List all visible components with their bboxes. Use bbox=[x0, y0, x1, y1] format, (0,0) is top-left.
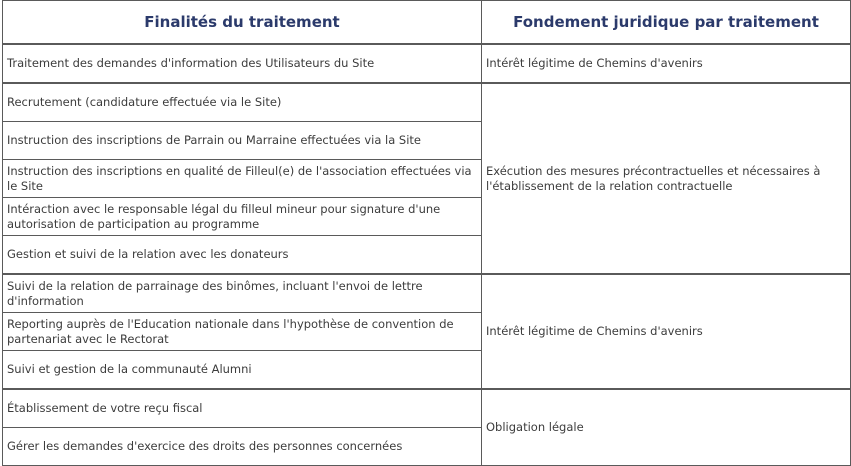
purpose-cell: Gérer les demandes d'exercice des droits des personnes concernées bbox=[3, 428, 482, 466]
legal-basis-cell: Intérêt légitime de Chemins d'avenirs bbox=[482, 274, 851, 389]
table-row bbox=[3, 274, 851, 313]
table-row bbox=[3, 389, 851, 428]
legal-basis-cell: Exécution des mesures précontractuelles et nécessaires à l'établissement de la relation contractuelle bbox=[482, 83, 851, 274]
header-legal-basis: Fondement juridique par traitement bbox=[482, 1, 851, 45]
table-row bbox=[3, 44, 851, 83]
purpose-cell: Suivi et gestion de la communauté Alumni bbox=[3, 351, 482, 390]
purpose-cell: Suivi de la relation de parrainage des binômes, incluant l'envoi de lettre d'information bbox=[3, 274, 482, 313]
purpose-cell: Reporting auprès de l'Education nationale dans l'hypothèse de convention de partenariat avec le Rectorat bbox=[3, 313, 482, 351]
purpose-cell: Intéraction avec le responsable légal du filleul mineur pour signature d'une autorisation de participation au programme bbox=[3, 198, 482, 236]
purpose-cell: Gestion et suivi de la relation avec les donateurs bbox=[3, 236, 482, 275]
purpose-cell: Établissement de votre reçu fiscal bbox=[3, 389, 482, 428]
purpose-cell: Recrutement (candidature effectuée via le Site) bbox=[3, 83, 482, 122]
table-header-row bbox=[3, 1, 851, 45]
data-processing-table bbox=[2, 0, 851, 466]
purpose-cell: Instruction des inscriptions de Parrain ou Marraine effectuées via la Site bbox=[3, 122, 482, 160]
purpose-cell: Instruction des inscriptions en qualité de Filleul(e) de l'association effectuées via le Site bbox=[3, 160, 482, 198]
table-row bbox=[3, 83, 851, 122]
legal-basis-cell: Obligation légale bbox=[482, 389, 851, 466]
header-purposes: Finalités du traitement bbox=[3, 1, 482, 45]
legal-basis-cell: Intérêt légitime de Chemins d'avenirs bbox=[482, 44, 851, 83]
purpose-cell: Traitement des demandes d'information des Utilisateurs du Site bbox=[3, 44, 482, 83]
